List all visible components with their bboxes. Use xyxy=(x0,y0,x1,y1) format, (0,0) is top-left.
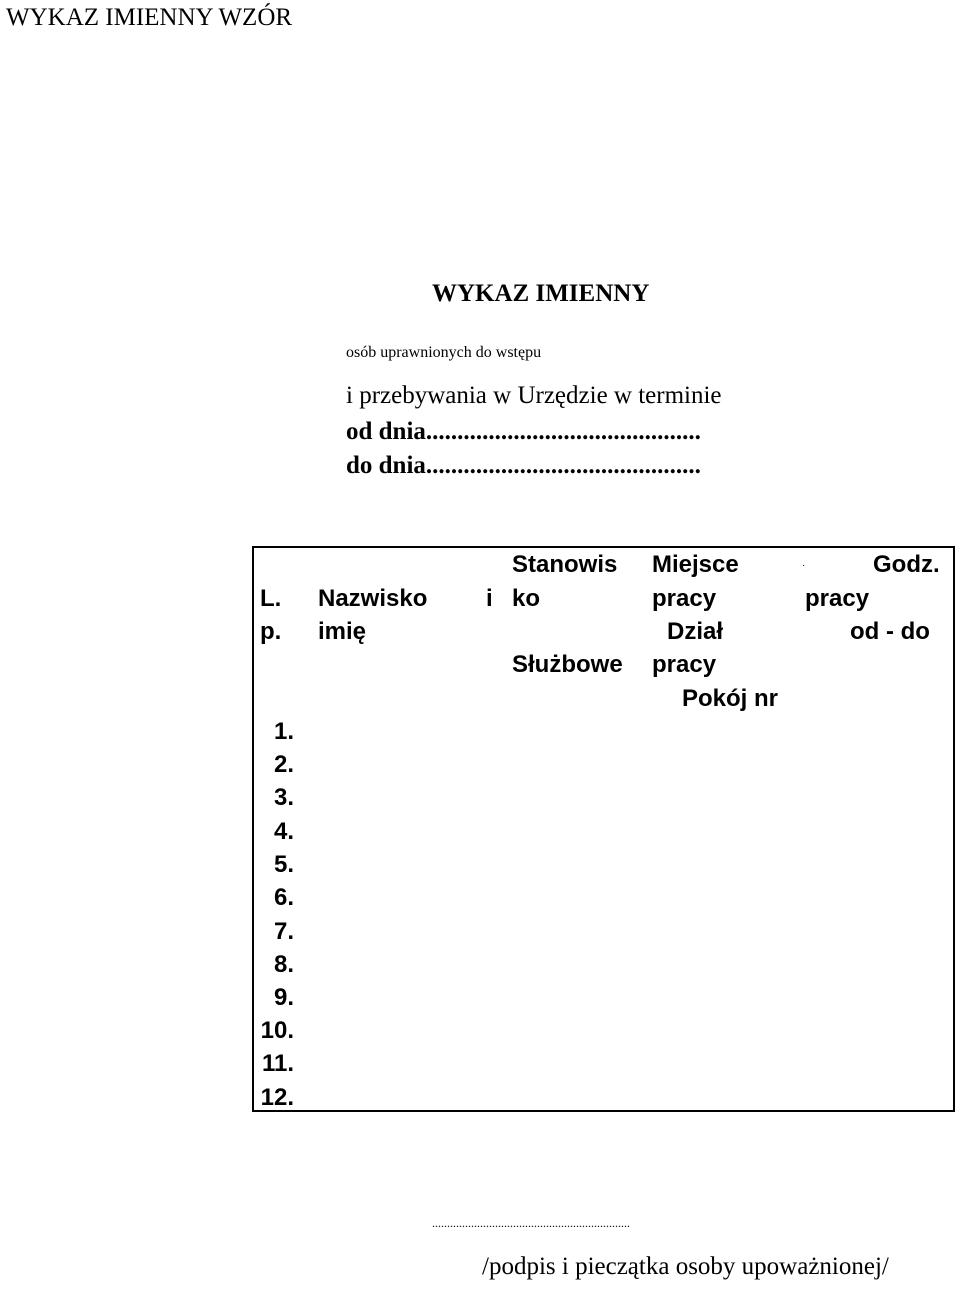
header-name-suffix: i xyxy=(486,585,493,612)
header-hours-line2: pracy xyxy=(805,585,870,612)
row-number: 10. xyxy=(260,1017,294,1044)
header-name-line1: Nazwisko xyxy=(318,585,428,612)
header-workplace-line3: Dział xyxy=(667,618,724,645)
column-dot-mark: · xyxy=(802,560,806,571)
header-position-line1: Stanowis xyxy=(512,551,618,578)
header-hours-line1: Godz. xyxy=(873,551,940,578)
signature-caption: /podpis i pieczątka osoby upoważnionej/ xyxy=(482,1253,889,1280)
row-number: 3. xyxy=(273,784,294,811)
row-number: 1. xyxy=(273,718,294,745)
header-workplace-line2: pracy xyxy=(652,585,717,612)
row-number: 8. xyxy=(273,951,294,978)
subtitle-line-1: osób uprawnionych do wstępu xyxy=(346,344,542,361)
header-workplace-line1: Miejsce xyxy=(652,551,739,578)
row-number: 7. xyxy=(273,918,294,945)
header-workplace-line4: pracy xyxy=(652,651,717,678)
row-number: 6. xyxy=(273,884,294,911)
header-position-line2: ko xyxy=(512,585,541,612)
header-lp-line2: p. xyxy=(260,618,282,645)
subtitle-line-2: i przebywania w Urzędzie w terminie xyxy=(346,382,722,409)
date-from-field: od dnia............................................ xyxy=(346,418,701,445)
header-position-line3: Służbowe xyxy=(512,651,623,678)
row-number: 4. xyxy=(273,818,294,845)
row-number: 5. xyxy=(273,851,294,878)
signature-line: .................................................................. xyxy=(432,1216,630,1230)
header-name-line2: imię xyxy=(318,618,367,645)
header-hours-line3: od - do xyxy=(850,618,930,645)
header-lp-line1: L. xyxy=(260,585,282,612)
row-number: 11. xyxy=(261,1050,294,1077)
row-number: 9. xyxy=(273,984,294,1011)
row-number: 12. xyxy=(260,1084,294,1111)
header-title: WYKAZ IMIENNY WZÓR xyxy=(6,4,293,31)
header-workplace-line5: Pokój nr xyxy=(682,685,779,712)
document-title: WYKAZ IMIENNY xyxy=(432,280,650,307)
row-number: 2. xyxy=(273,751,294,778)
date-to-field: do dnia............................................ xyxy=(346,452,701,479)
